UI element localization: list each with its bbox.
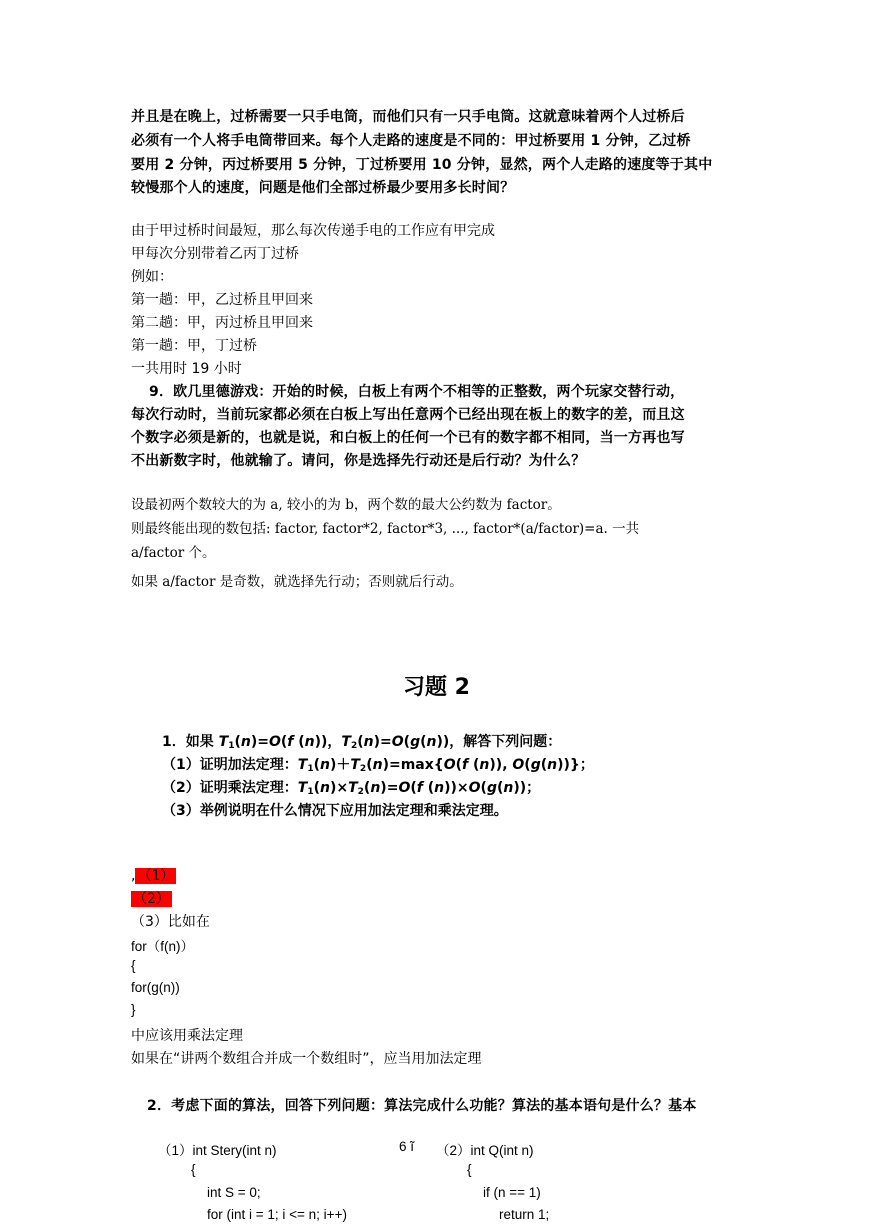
intro-line-2: 必须有一个人将手电筒带回来。每个人走路的速度是不同的：甲过桥要用 1 分钟，乙过桥 — [131, 133, 691, 149]
answer9-line-2: 则最终能出现的数包括: factor, factor*2, factor*3, ..., factor*(a/factor)=a. 一共 — [131, 521, 640, 537]
answer1-line-2: 甲每次分别带着乙丙丁过桥 — [131, 246, 299, 262]
answer1-line-1: 由于甲过桥时间最短，那么每次传递手电的工作应有甲完成 — [131, 223, 495, 239]
ex2-q1-line-1: 1．如果 $T_1(n)=O(f$ (n))，$T_2(n)=O(g(n))$，解答下列问题： — [162, 734, 562, 751]
highlight-item-1: （1） — [137, 868, 175, 884]
ex2-q1-line-2: （1）证明加法定理：$T_1(n)+T_2(n)=\max\{O(f$ (n)), O(g(n))}； — [162, 757, 594, 774]
answer-ex2-line-8: 中应该用乘法定理 — [131, 1028, 243, 1044]
code-left-4: for (int i = 1; i <= n; i++) — [207, 1207, 347, 1222]
answer9-line-1: 设最初两个数较大的为 a, 较小的为 b，两个数的最大公约数为 factor。 — [131, 497, 561, 513]
prefix-mark: , — [131, 868, 136, 884]
code-right-4: return 1; — [499, 1207, 550, 1222]
ex2-q2: 2．考虑下面的算法，回答下列问题：算法完成什么功能？算法的基本语句是什么？基本 — [147, 1098, 697, 1114]
ex2-q1-line-3: （2）证明乘法定理：$T_1(n)\times T_2(n)=O(f$ (n))×O(g(n))； — [162, 780, 541, 797]
intro-line-3: 要用 2 分钟，丙过桥要用 5 分钟，丁过桥要用 10 分钟，显然，两个人走路的速度等于其中 — [131, 157, 713, 173]
code-mid: 6 ĩ — [399, 1139, 415, 1154]
code-left-3: int S = 0; — [207, 1185, 261, 1200]
answer1-line-6: 第一趟：甲，丁过桥 — [131, 338, 257, 354]
q9-line-2: 每次行动时，当前玩家都必须在白板上写出任意两个已经出现在板上的数字的差，而且这 — [131, 407, 685, 423]
code-left-2: { — [191, 1162, 196, 1177]
answer1-line-3: 例如： — [131, 269, 173, 285]
answer1-line-7: 一共用时 19 小时 — [131, 361, 242, 377]
answer1-line-5: 第二趟：甲，丙过桥且甲回来 — [131, 315, 313, 331]
q9-line-1: 9．欧几里德游戏：开始的时候，白板上有两个不相等的正整数，两个玩家交替行动， — [149, 384, 685, 400]
code-right-3: if (n == 1) — [483, 1185, 541, 1200]
code-right-2: { — [467, 1162, 472, 1177]
answer-ex2-line-7: } — [131, 1002, 136, 1017]
intro-line-4: 较慢那个人的速度，问题是他们全部过桥最少要用多长时间？ — [131, 180, 515, 196]
answer-ex2-item-2 — [131, 888, 172, 908]
highlight-item-2: （2） — [133, 891, 170, 907]
answer-ex2-line-3: （3）比如在 — [131, 914, 210, 930]
q9-line-3: 个数字必须是新的，也就是说，和白板上的任何一个已有的数字都不相同，当一方再也写 — [131, 430, 685, 446]
answer9-line-3: a/factor 个。 — [131, 545, 216, 561]
code-left-1: （1）int Stery(int n) — [158, 1143, 277, 1158]
intro-line-1: 并且是在晚上，过桥需要一只手电筒，而他们只有一只手电筒。这就意味着两个人过桥后 — [131, 109, 685, 125]
ex2-q1-line-4: （3）举例说明在什么情况下应用加法定理和乘法定理。 — [162, 803, 508, 819]
answer-ex2-item-1 — [131, 865, 176, 885]
q9-line-4: 不出新数字时，他就输了。请问，你是选择先行动还是后行动？为什么？ — [131, 453, 586, 469]
answer-ex2-line-4: for（f(n)） — [131, 939, 195, 954]
code-right-1: （2）int Q(int n) — [436, 1143, 534, 1158]
answer-ex2-line-5: { — [131, 958, 136, 973]
answer-ex2-line-9: 如果在“讲两个数组合并成一个数组时”，应当用加法定理 — [131, 1051, 482, 1067]
answer9-line-4: 如果 a/factor 是奇数，就选择先行动；否则就后行动。 — [131, 574, 463, 590]
answer-ex2-line-6: for(g(n)) — [131, 980, 180, 995]
section-title: 习题 2 — [403, 675, 470, 700]
answer1-line-4: 第一趟：甲，乙过桥且甲回来 — [131, 292, 313, 308]
